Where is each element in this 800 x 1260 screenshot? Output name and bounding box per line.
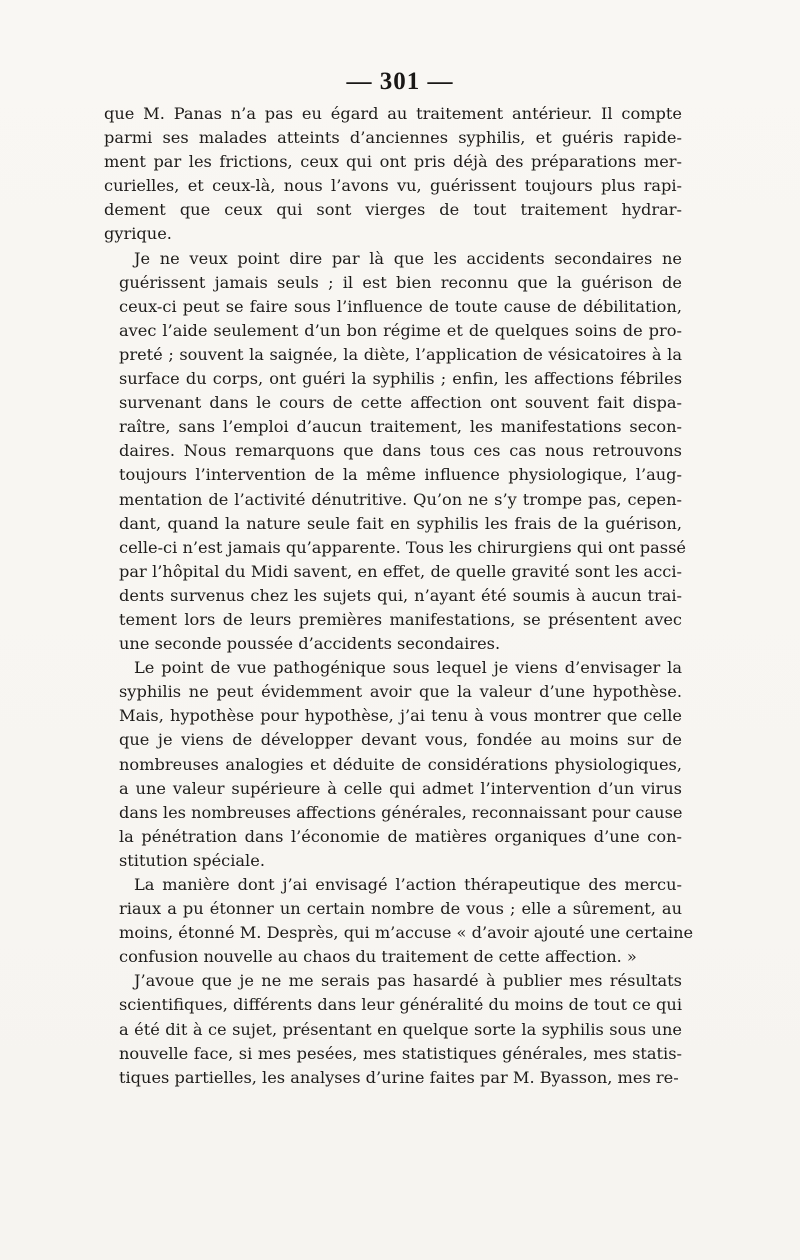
text-line: dents survenus chez les sujets qui, n’ayant été soumis à aucun trai-: [119, 585, 682, 605]
text-line: raître, sans l’emploi d’aucun traitement, les manifestations secon-: [119, 417, 682, 437]
text-line: confusion nouvelle au chaos du traitement de cette affection. »: [119, 947, 637, 967]
text-line: que M. Panas n’a pas eu égard au traitement antérieur. Il compte: [104, 104, 682, 123]
text-line: par l’hôpital du Midi savent, en effet, de quelle gravité sont les acci-: [119, 561, 682, 581]
text-line: ment par les frictions, ceux qui ont pris déjà des préparations mer-: [104, 152, 682, 172]
text-line: J’avoue que je ne me serais pas hasardé à publier mes résultats: [134, 971, 682, 991]
text-line: mentation de l’activité dénutritive. Qu’on ne s’y trompe pas, cepen-: [119, 489, 682, 509]
text-line: ceux-ci peut se faire sous l’influence de toute cause de débilitation,: [119, 296, 682, 316]
text-line: tement lors de leurs premières manifestations, se présentent avec: [119, 609, 682, 629]
text-line: daires. Nous remarquons que dans tous ces cas nous retrouvons: [119, 441, 682, 461]
text-line: parmi ses malades atteints d’anciennes syphilis, et guéris rapide-: [104, 128, 682, 148]
text-line: une seconde poussée d’accidents secondaires.: [119, 634, 501, 654]
text-line: preté ; souvent la saignée, la diète, l’application de vésicatoires à la: [119, 344, 682, 364]
paragraph-5: [104, 969, 682, 1089]
text-line: dans les nombreuses affections générales, reconnaissant pour cause: [119, 802, 683, 822]
paragraph-2: [104, 247, 687, 657]
text-line: dement que ceux qui sont vierges de tout traitement hydrar-: [104, 200, 682, 220]
text-line: celle-ci n’est jamais qu’apparente. Tous les chirurgiens qui ont passé: [119, 537, 687, 557]
text-line: a été dit à ce sujet, présentant en quelque sorte la syphilis sous une: [119, 1019, 682, 1039]
text-line: a une valeur supérieure à celle qui admet l’intervention d’un virus: [119, 778, 682, 798]
text-line: Le point de vue pathogénique sous lequel je viens d’envisager la: [134, 658, 682, 678]
text-line: dant, quand la nature seule fait en syphilis les frais de la guérison,: [119, 513, 682, 533]
text-line: survenant dans le cours de cette affection ont souvent fait dispa-: [119, 393, 682, 413]
text-line: riaux a pu étonner un certain nombre de vous ; elle a sûrement, au: [119, 899, 682, 919]
text-line: syphilis ne peut évidemment avoir que la valeur d’une hypothèse.: [119, 682, 682, 702]
text-line: Mais, hypothèse pour hypothèse, j’ai tenu à vous montrer que celle: [119, 706, 682, 726]
text-line: que je viens de développer devant vous, fondée au moins sur de: [119, 730, 682, 750]
text-line: tiques partielles, les analyses d’urine faites par M. Byasson, mes re-: [119, 1067, 679, 1087]
text-line: stitution spéciale.: [119, 850, 265, 870]
text-line: curielles, et ceux-là, nous l’avons vu, guérissent toujours plus rapi-: [104, 176, 682, 196]
paragraph-3: [104, 656, 682, 873]
paragraph-1: [104, 102, 682, 247]
page-text-body: [104, 102, 694, 1090]
text-line: surface du corps, ont guéri la syphilis ; enfin, les affections fébriles: [119, 369, 682, 389]
text-line: nombreuses analogies et déduite de considérations physiologiques,: [119, 754, 682, 774]
text-line: la pénétration dans l’économie de matières organiques d’une con-: [119, 826, 682, 846]
paragraph-4: [104, 873, 694, 969]
text-line: avec l’aide seulement d’un bon régime et de quelques soins de pro-: [119, 320, 682, 340]
text-line: toujours l’intervention de la même influence physiologique, l’aug-: [119, 465, 682, 485]
text-line: Je ne veux point dire par là que les accidents secondaires ne: [134, 248, 682, 268]
page-number: — 301 —: [346, 68, 454, 95]
text-line: nouvelle face, si mes pesées, mes statistiques générales, mes statis-: [119, 1043, 682, 1063]
text-line: gyrique.: [104, 224, 172, 244]
text-line: scientifiques, différents dans leur généralité du moins de tout ce qui: [119, 995, 682, 1015]
text-line: La manière dont j’ai envisagé l’action thérapeutique des mercu-: [134, 875, 682, 894]
text-line: guérissent jamais seuls ; il est bien reconnu que la guérison de: [119, 272, 682, 292]
text-line: moins, étonné M. Desprès, qui m’accuse « d’avoir ajouté une certaine: [119, 923, 694, 943]
